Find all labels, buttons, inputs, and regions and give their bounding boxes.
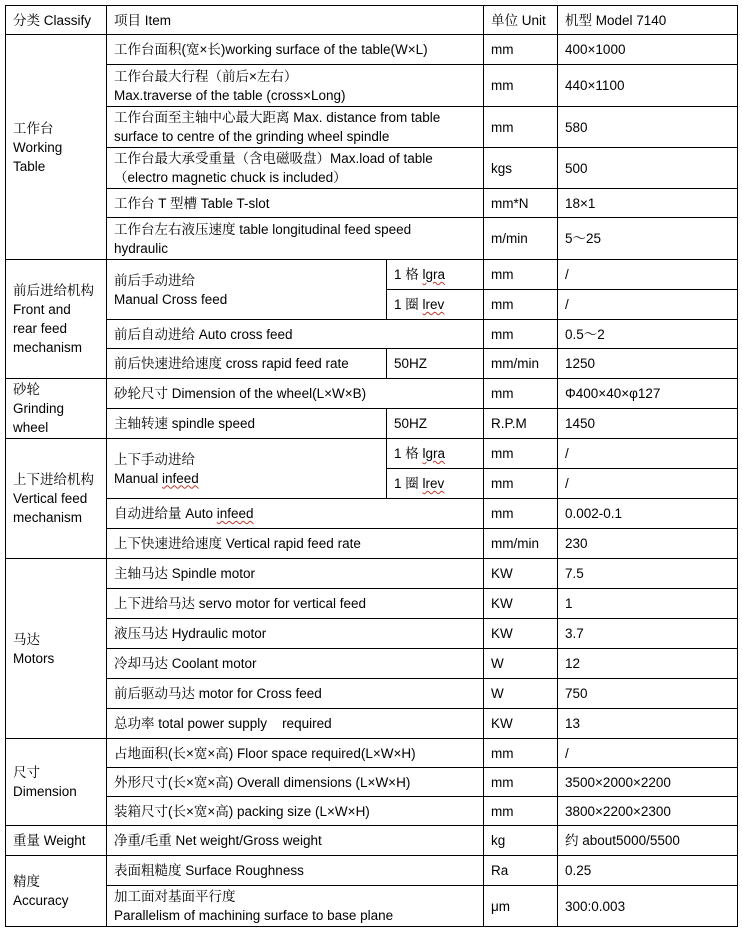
value-cell: 12 (558, 649, 738, 679)
item-cell: 上下进给马达 servo motor for vertical feed (107, 589, 484, 619)
item-cell: 装箱尺寸(长×宽×高) packing size (L×W×H) (107, 797, 484, 826)
category-grinding-wheel: 砂轮 Grinding wheel (6, 379, 107, 439)
specification-table (5, 5, 738, 927)
item-cell: 主轴转速 spindle speed (107, 409, 387, 439)
value-cell: 3.7 (558, 619, 738, 649)
table-row (6, 649, 738, 679)
table-row (6, 349, 738, 379)
table-row (6, 886, 738, 927)
value-cell: 440×1100 (558, 65, 738, 107)
value-cell: 0.25 (558, 856, 738, 886)
unit-cell: kgs (484, 148, 558, 189)
value-cell: 500 (558, 148, 738, 189)
category-working-table: 工作台 Working Table (6, 35, 107, 260)
sub-cell: 1 圈 lrev (387, 469, 484, 499)
value-cell: 3500×2000×2200 (558, 768, 738, 797)
category-vertical-feed: 上下进给机构 Vertical feed mechanism (6, 439, 107, 559)
item-cell: 上下快速进给速度 Vertical rapid feed rate (107, 529, 484, 559)
item-cell: 占地面积(长×宽×高) Floor space required(L×W×H) (107, 739, 484, 768)
item-cell: 砂轮尺寸 Dimension of the wheel(L×W×B) (107, 379, 484, 409)
table-row (6, 709, 738, 739)
table-row (6, 189, 738, 218)
item-cell: 工作台 T 型槽 Table T-slot (107, 189, 484, 218)
item-cell: 工作台左右液压速度 table longitudinal feed speed hydraulic (107, 218, 484, 260)
item-cell: 表面粗糙度 Surface Roughness (107, 856, 484, 886)
value-cell: / (558, 290, 738, 320)
table-row (6, 320, 738, 349)
table-row (6, 379, 738, 409)
spellcheck-word: lgra (422, 267, 446, 282)
value-cell: 1250 (558, 349, 738, 379)
unit-cell: mm (484, 469, 558, 499)
unit-cell: mm (484, 768, 558, 797)
unit-cell: mm (484, 739, 558, 768)
table-row (6, 589, 738, 619)
header-row (6, 6, 738, 35)
table-row (6, 559, 738, 589)
item-cell: 工作台面积(宽×长)working surface of the table(W×L) (107, 35, 484, 65)
table-row (6, 856, 738, 886)
spellcheck-word: lrev (422, 297, 445, 312)
unit-cell: m/min (484, 218, 558, 260)
item-cell: 工作台最大行程（前后×左右） Max.traverse of the table (cross×Long) (107, 65, 484, 107)
header-item: 项目 Item (107, 6, 484, 35)
spellcheck-word: lgra (422, 446, 446, 461)
item-cell: 净重/毛重 Net weight/Gross weight (107, 826, 484, 856)
item-cell: 加工面对基面平行度 Parallelism of machining surface to base plane (107, 886, 484, 927)
unit-cell: mm (484, 439, 558, 469)
unit-cell: KW (484, 619, 558, 649)
table-row (6, 148, 738, 189)
header-model: 机型 Model 7140 (558, 6, 738, 35)
value-cell: / (558, 739, 738, 768)
table-row (6, 35, 738, 65)
unit-cell: mm/min (484, 529, 558, 559)
value-cell: 580 (558, 107, 738, 148)
value-cell: 0.002-0.1 (558, 499, 738, 529)
item-cell: 前后快速进给速度 cross rapid feed rate (107, 349, 387, 379)
unit-cell: mm (484, 320, 558, 349)
unit-cell: R.P.M (484, 409, 558, 439)
item-cell: 外形尺寸(长×宽×高) Overall dimensions (L×W×H) (107, 768, 484, 797)
table-row (6, 619, 738, 649)
item-cell: 液压马达 Hydraulic motor (107, 619, 484, 649)
value-cell: 1 (558, 589, 738, 619)
value-cell: 400×1000 (558, 35, 738, 65)
table-row (6, 107, 738, 148)
unit-cell: W (484, 649, 558, 679)
table-row (6, 409, 738, 439)
header-classify: 分类 Classify (6, 6, 107, 35)
spellcheck-word: lrev (422, 476, 445, 491)
item-cell: 前后手动进给 Manual Cross feed (107, 260, 387, 320)
unit-cell: mm/min (484, 349, 558, 379)
value-cell: 3800×2200×2300 (558, 797, 738, 826)
value-cell: 0.5～2 (558, 320, 738, 349)
unit-cell: mm (484, 65, 558, 107)
unit-cell: mm (484, 797, 558, 826)
table-row (6, 260, 738, 290)
item-cell: 主轴马达 Spindle motor (107, 559, 484, 589)
category-weight: 重量 Weight (6, 826, 107, 856)
category-dimension: 尺寸 Dimension (6, 739, 107, 826)
unit-cell: W (484, 679, 558, 709)
unit-cell: mm (484, 35, 558, 65)
spellcheck-word: infeed (216, 506, 254, 521)
spellcheck-word: infeed (162, 470, 199, 486)
item-cell: 前后驱动马达 motor for Cross feed (107, 679, 484, 709)
item-cell: 前后自动进给 Auto cross feed (107, 320, 484, 349)
value-cell: / (558, 260, 738, 290)
item-cell: 上下手动进给 Manual infeed (107, 439, 387, 499)
sub-cell: 50HZ (387, 349, 484, 379)
table-row (6, 439, 738, 469)
table-row (6, 739, 738, 768)
unit-cell: KW (484, 589, 558, 619)
category-accuracy: 精度 Accuracy (6, 856, 107, 927)
unit-cell: kg (484, 826, 558, 856)
value-cell: / (558, 469, 738, 499)
item-cell: 总功率 total power supply required (107, 709, 484, 739)
sub-cell: 1 圈 lrev (387, 290, 484, 320)
item-cell: 工作台最大承受重量（含电磁吸盘）Max.load of table （electro magnetic chuck is included） (107, 148, 484, 189)
unit-cell: KW (484, 559, 558, 589)
value-cell: 300:0.003 (558, 886, 738, 927)
value-cell: 1450 (558, 409, 738, 439)
unit-cell: mm (484, 107, 558, 148)
unit-cell: mm (484, 499, 558, 529)
unit-cell: mm (484, 260, 558, 290)
table-row (6, 826, 738, 856)
table-row (6, 218, 738, 260)
unit-cell: mm (484, 290, 558, 320)
sub-cell: 1 格 lgra (387, 260, 484, 290)
table-row (6, 529, 738, 559)
item-cell: 冷却马达 Coolant motor (107, 649, 484, 679)
table-row (6, 797, 738, 826)
value-cell: 13 (558, 709, 738, 739)
value-cell: 7.5 (558, 559, 738, 589)
sub-cell: 50HZ (387, 409, 484, 439)
category-cross-feed: 前后进给机构 Front and rear feed mechanism (6, 260, 107, 379)
unit-cell: mm*N (484, 189, 558, 218)
table-row (6, 65, 738, 107)
item-cell: 自动进给量 Auto infeed (107, 499, 484, 529)
unit-cell: mm (484, 379, 558, 409)
sub-cell: 1 格 lgra (387, 439, 484, 469)
table-row (6, 679, 738, 709)
table-row (6, 499, 738, 529)
value-cell: 18×1 (558, 189, 738, 218)
item-cell: 工作台面至主轴中心最大距离 Max. distance from table surface to centre of the grinding wheel spindle (107, 107, 484, 148)
value-cell: 750 (558, 679, 738, 709)
category-motors: 马达 Motors (6, 559, 107, 739)
table-row (6, 768, 738, 797)
value-cell: Φ400×40×φ127 (558, 379, 738, 409)
value-cell: 5～25 (558, 218, 738, 260)
unit-cell: KW (484, 709, 558, 739)
value-cell: 230 (558, 529, 738, 559)
header-unit: 单位 Unit (484, 6, 558, 35)
value-cell: / (558, 439, 738, 469)
unit-cell: Ra (484, 856, 558, 886)
unit-cell: μm (484, 886, 558, 927)
value-cell: 约 about5000/5500 (558, 826, 738, 856)
